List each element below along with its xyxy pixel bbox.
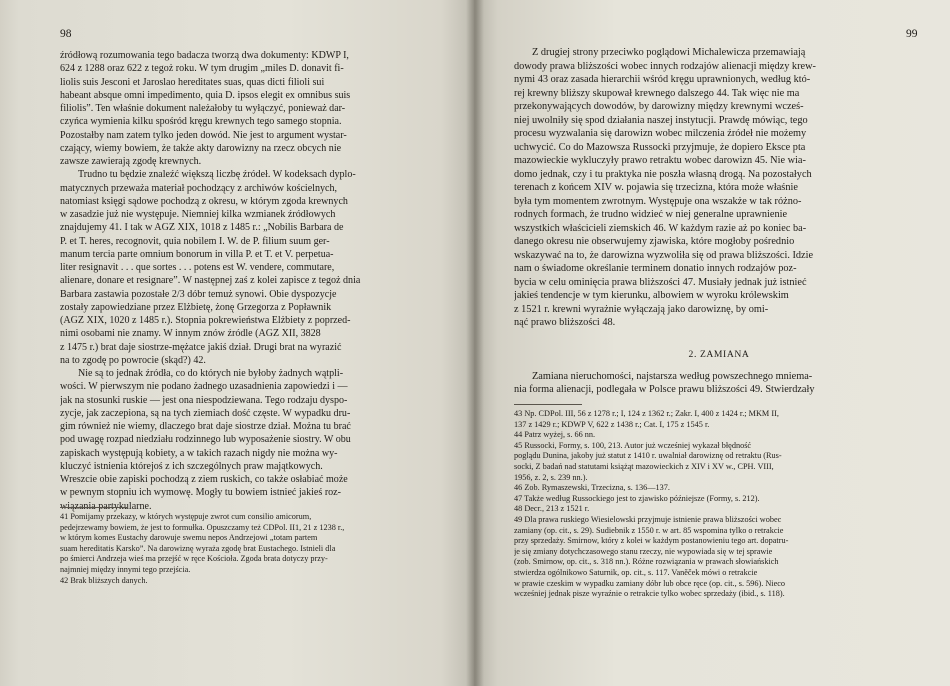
footnote-line: stwierdza ogólnikowo Saturnik, op. cit., s. 117. Vaněček mówi o retrakcie xyxy=(514,567,758,577)
text-line: rej krewny bliższy skupował krewnego dalszego 44. Tak więc nie ma xyxy=(514,87,800,99)
footnote-line: zamiany (op. cit., s. 29). Sudiebnik z 1550 r. w art. 85 wspomina tylko o retrakcie xyxy=(514,525,784,535)
text-line: jakieś tendencje w tym kierunku, albowiem w wyroku królewskim xyxy=(514,290,789,301)
text-line: alienare, donare et resignare”. W następnej zaś z kolei zapisce z tegoż dnia xyxy=(60,275,361,287)
text-line: niej uwolniły się spod działania naszej instytucji. Prawdę mówiąc, tego xyxy=(514,114,808,126)
footnote-line: socki, Z badań nad statutami książąt mazowieckich z XIV i XV w., CPH. VIII, xyxy=(514,461,774,471)
text-line: była tym momentem zwrotnym. Występuje ona wszakże w tak różno- xyxy=(514,195,802,207)
footnote-line: 41 Pomijamy przekazy, w których występuje zwrot cum consilio amicorum, xyxy=(60,512,312,521)
text-line: nąć prawo bliższości 48. xyxy=(514,317,616,328)
text-line: mazowieckie wykluczyły prawo retraktu wobec darowizn 45. Nie wia- xyxy=(514,155,806,166)
text-line: Barbara zastawia pozostałe 2/3 dóbr temuż synowi. Obie dyspozycje xyxy=(60,288,337,300)
footnote-line: 47 Także według Russockiego jest to zjawisko późniejsze (Formy, s. 212). xyxy=(514,493,760,503)
text-line: Wreszcie obie zapiski pochodzą z ziem ruskich, co także osłabiać może xyxy=(60,474,348,485)
text-line: liter resignavit . . . que sortes . . . potens est W. vendere, commutare, xyxy=(60,262,335,273)
text-line: w zasadzie już nie występuje. Niemniej kilka wzmianek źródłowych xyxy=(60,209,336,220)
footnote-line: suam hereditatis Karsko”. Na darowiznę wyraża zgodę brat Eustachego. Istnieli dla xyxy=(60,543,336,553)
text-line: matycznych przeważa materiał pochodzący z archiwów kościelnych, xyxy=(60,182,337,194)
text-line: kluczyć istnienia którejoś z ich szczególnych praw majątkowych. xyxy=(60,460,323,472)
footnote-line: 49 Dla prawa ruskiego Wiesielowski przyjmuje istnienie prawa bliższości wobec xyxy=(514,514,782,524)
footnote-line: w prawie czeskim w wypadku zamiany dóbr lub obce ręce (op. cit., s. 596). Nieco xyxy=(514,578,786,588)
text-line: filiolis”. Ten właśnie dokument należałoby tu wyłączyć, ponieważ dar- xyxy=(60,103,346,114)
right-body-text xyxy=(514,46,924,330)
footnote-line: 43 Np. CDPol. III, 56 z 1278 r.; I, 124 z 1362 r.; Zakr. I, 400 z 1424 r.; MKM II, xyxy=(514,409,779,418)
right-page xyxy=(474,0,950,686)
text-line: uchwycić. Co do Mazowsza Russocki przyjmuje, że dopiero Eksce pta xyxy=(514,141,806,153)
text-line: procesu wyzwalania się darowizn wobec milczenia źródeł nie możemy xyxy=(514,128,807,139)
text-line: na to zgodę po powrocie (skąd?) 42. xyxy=(60,354,206,366)
text-line: wskazywać na to, że darowizna wyzwoliła się od prawa bliższości. Idzie xyxy=(514,249,814,261)
section-body xyxy=(514,370,924,397)
left-footnotes xyxy=(60,512,454,586)
footnote-line: 45 Russocki, Formy, s. 100, 213. Autor już wcześniej wykazał błędność xyxy=(514,440,752,450)
footnote-line: 46 Zob. Rymaszewski, Trzecizna, s. 136—137. xyxy=(514,483,670,493)
footnote-line: 1956, z. 2, s. 239 nn.). xyxy=(514,472,588,482)
footnote-line: wcześniej jednak pisze wyraźnie o retrakcie tylko wobec sprzedaży (ibid., s. 118). xyxy=(514,589,785,599)
text-line: zycje, jak zaczepiona, są na tych ziemiach dość częste. W wypadku dru- xyxy=(60,407,351,419)
footnote-line: pedejrzewamy bowiem, że jest to formułka. Opuszczamy też CDPol. II1, 21 z 1238 r., xyxy=(60,522,345,532)
text-line: nimi osobami nie znamy. W innym znów źródle (AGZ XII, 3828 xyxy=(60,328,321,340)
text-line: dowody prawa bliższości wobec innych rodzajów alienacji między krew- xyxy=(514,60,816,72)
text-line: 624 z 1288 oraz 622 z tegoż roku. W tym drugim „miles D. donavit fi- xyxy=(60,63,344,75)
right-footnotes xyxy=(514,409,924,600)
text-line: danego okresu nie obserwujemy zjawiska, które mogłoby pośrednio xyxy=(514,236,795,247)
text-line: Z drugiej strony przeciwko poglądowi Michalewicza przemawiają xyxy=(532,47,806,58)
text-line: w pewnym stopniu ich wymowę. Mogły tu bowiem istnieć jakieś roz- xyxy=(60,487,341,499)
footnote-line: 48 Decr., 213 z 1521 r. xyxy=(514,504,590,514)
footnote-line: najmniej między innymi tego przejścia. xyxy=(60,564,191,574)
text-line: Trudno tu będzie znaleźć większą liczbę źródeł. W kodeksach dyplo- xyxy=(78,169,356,181)
text-line: Zamiana nieruchomości, najstarsza według powszechnego mniema- xyxy=(532,371,813,382)
footnote-line: 42 Brak bliższych danych. xyxy=(60,575,148,585)
text-line: wości. W pierwszym nie podano żadnego uzasadnienia zapowiedzi i — xyxy=(60,381,348,393)
text-line: przekonywających dowodów, by darowizny między krewnymi wcześ- xyxy=(514,101,804,112)
text-line: wiązania partykularne. xyxy=(60,500,152,512)
text-line: pod uwagę rozpad niedziału rodzinnego lub wyposażenie siostry. W obu xyxy=(60,434,351,446)
text-line: liolis suis Jesconi et Jaroslao hereditates suas, quas dicti filioli sui xyxy=(60,76,325,88)
footnote-line: poglądu Dunina, jakoby już statut z 1410 r. uwalniał darowiznę od retraktu (Rus- xyxy=(514,451,782,461)
page-number-left: 98 xyxy=(60,28,72,40)
text-line: zapiskach występują kobiety, a w takich razach nigdy nie można wy- xyxy=(60,447,338,459)
left-page xyxy=(0,0,474,686)
footnote-line: 44 Patrz wyżej, s. 66 nn. xyxy=(514,430,596,440)
section-heading: 2. ZAMIANA xyxy=(688,349,750,360)
left-body-text xyxy=(60,49,452,513)
text-line: rodnych formach, że trudno widzieć w niej generalne uprawnienie xyxy=(514,209,788,220)
text-line: zostały zapowiedziane przez Elżbietę, żonę Grzegorza z Popławnik xyxy=(60,301,332,313)
text-line: wszystkich właścicieli ziemskich 46. W każdym razie aż po koniec ba- xyxy=(514,222,807,234)
footnote-line: po śmierci Andrzeja wieś ma przejść w ręce Kościoła. Zgoda brata dotyczy przy- xyxy=(60,554,328,564)
text-line: Pozostałby nam zatem tylko jeden dowód. Nie jest to argument wystar- xyxy=(60,129,347,141)
text-line: gim również nie wiemy, dlaczego brat daje siostrze dział. Można tu brać xyxy=(60,421,351,432)
text-line: Nie są to jednak źródła, co do których nie byłoby żadnych wątpli- xyxy=(78,368,344,379)
page-number-right: 99 xyxy=(906,28,918,40)
text-line: jak na stosunki ruskie — jest ona niespodziewana. Tego rodzaju dyspo- xyxy=(60,394,348,406)
text-line: nymi 43 oraz zasada hierarchii wśród kręgu uprawnionych, według któ- xyxy=(514,74,811,85)
text-line: (AGZ XIX, 1020 z 1485 r.). Stopnia pokrewieństwa Elżbiety z poprzed- xyxy=(60,315,351,326)
text-line: nia forma alienacji, podlegała w Polsce prawu bliższości 49. Stwierdzały xyxy=(514,384,815,396)
text-line: czający, wiemy bowiem, że także akty darowizny na rzecz obcych nie xyxy=(60,142,342,154)
text-line: z 1475 r.) brat daje siostrze-mężatce jakiś dział. Drugi brat na wyrazić xyxy=(60,341,342,353)
text-line: czyńca wymienia kilku spośród kręgu krewnych tego samego stopnia. xyxy=(60,116,342,128)
text-line: bycia w celu ominięcia prawa bliższości 47. Musiały jednak już istnieć xyxy=(514,276,807,288)
text-line: znajdujemy 41. I tak w AGZ XIX, 1018 z 1485 r.: „Nobilis Barbara de xyxy=(60,222,344,234)
footnote-line: 137 z 1429 r.; KDWP V, 622 z 1438 r.; Cat. I, 175 z 1545 r. xyxy=(514,419,710,429)
text-line: P. et T. heres, recognovit, quia nobilem I. W. de P. filium suum ger- xyxy=(60,235,330,247)
text-line: zawsze zawierają zgodę krewnych. xyxy=(60,156,202,167)
text-line: domo jednak, czy i tu praktyka nie poszła własną drogą. Na pozostałych xyxy=(514,168,812,180)
text-line: terenach z końcem XIV w. pojawia się trzecizna, która może właśnie xyxy=(514,182,798,193)
text-line: manum tercia parte omnium bonorum in villa P. et T. et V. perpetua- xyxy=(60,248,334,260)
text-line: źródłową rozumowania tego badacza tworzą dwa dokumenty: KDWP I, xyxy=(60,50,349,61)
footnote-line: przy sprzedaży. Smirnow, który z kolei w każdym postanowieniu tego art. dopatru- xyxy=(514,536,789,546)
footnote-line: w którym komes Eustachy darowuje swemu nepos Andrzejowi „totam partem xyxy=(60,533,318,543)
text-line: habeant absque omni impedimento, quia D. ipsos elegit ex omnibus suis xyxy=(60,89,351,101)
footnote-line: (zob. Smirnow, op. cit., s. 318 nn.). Różne rozwiązania w prawach słowiańskich xyxy=(514,557,779,567)
text-line: natomiast księgi sądowe pochodzą z okresu, w którym zgoda krewnych xyxy=(60,195,348,207)
footnote-line: je się zmiany dotychczasowego stanu rzeczy, nie wypowiada się w tej sprawie xyxy=(514,546,773,556)
text-line: z 1521 r. krewni wyrażnie wyłączają jako darowiznę, by omi- xyxy=(514,303,769,315)
footnote-divider xyxy=(514,404,582,405)
text-line: nam o świadome określanie terminem donatio innych rodzajów poz- xyxy=(514,263,797,274)
footnote-divider xyxy=(60,507,128,508)
